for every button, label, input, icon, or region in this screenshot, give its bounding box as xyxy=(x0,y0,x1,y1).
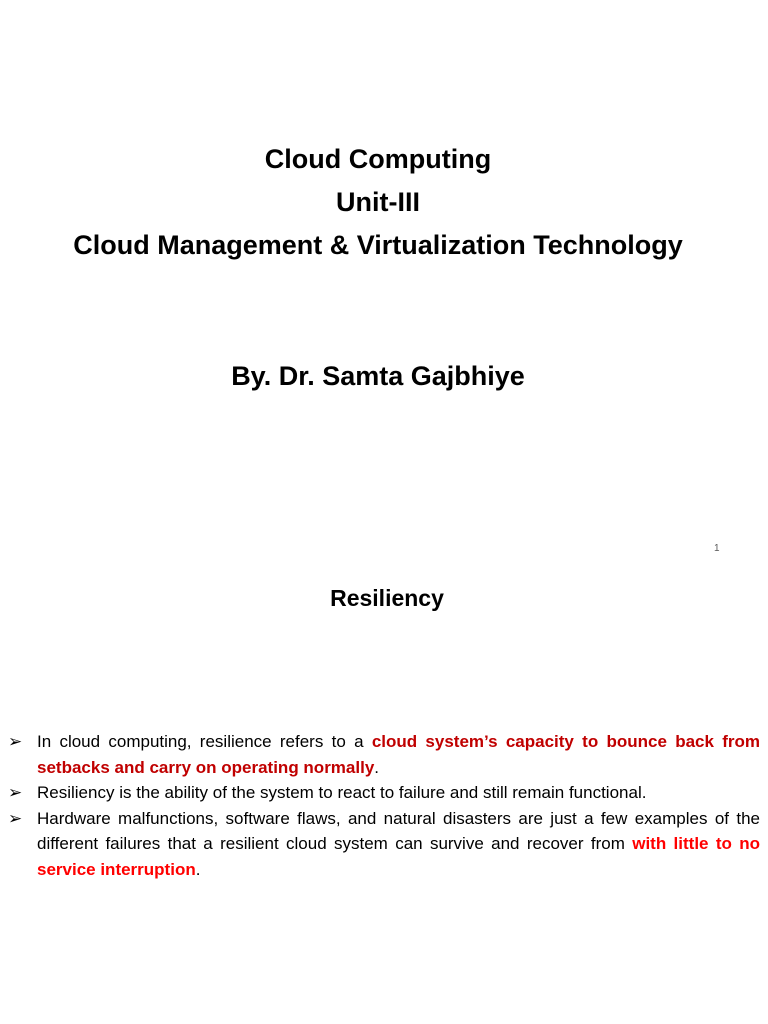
bullet-item xyxy=(8,806,760,883)
bullet-highlight: cloud system’s capacity to bounce back from setbacks and carry on operating normally xyxy=(37,732,760,777)
section-title: Resiliency xyxy=(330,585,444,611)
arrow-bullet-icon: ➢ xyxy=(8,732,23,751)
bullet-list xyxy=(8,729,760,882)
unit-title: Unit-III xyxy=(336,187,420,217)
bullet-item xyxy=(8,780,760,806)
course-title: Cloud Computing xyxy=(264,144,492,174)
bullet-text-end: . xyxy=(374,757,380,777)
slide-number: 1 xyxy=(714,543,720,554)
bullet-text-end: . xyxy=(195,859,201,879)
arrow-bullet-icon: ➢ xyxy=(8,808,23,828)
bullet-text: Resiliency is the ability of the system to react to failure and still remain functional. xyxy=(37,783,647,802)
author-line: By. Dr. Samta Gajbhiye xyxy=(231,361,525,391)
bullet-text: In cloud computing, resilience refers to a xyxy=(37,732,372,751)
bullet-text: Hardware malfunctions, software flaws, and natural disasters are just a few examples of the different failures that a resilient cloud system can survive and recover from xyxy=(37,808,760,853)
bullet-highlight: with little to no service interruption xyxy=(37,834,760,879)
bullet-item xyxy=(8,729,760,780)
slide-title xyxy=(0,138,756,267)
arrow-bullet-icon: ➢ xyxy=(8,783,23,802)
unit-subtitle: Cloud Management & Virtualization Technology xyxy=(73,230,683,260)
